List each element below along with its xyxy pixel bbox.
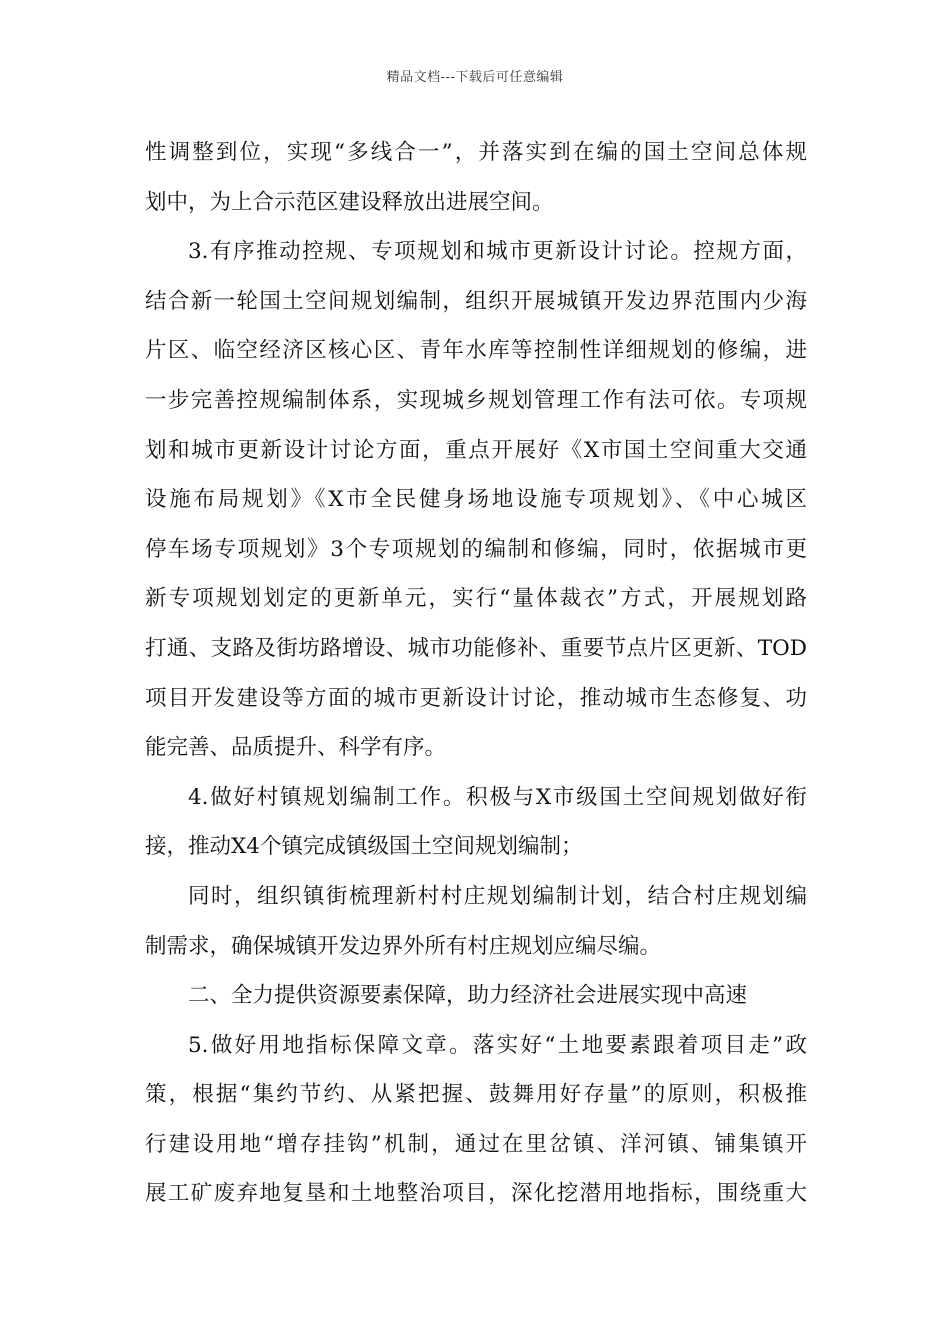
- text-line: 停车场专项规划》3个专项规划的编制和修编，同时，依据城市更: [145, 536, 807, 562]
- text-line: 新专项规划划定的更新单元，实行“量体裁衣”方式，开展规划路: [145, 586, 807, 612]
- text-line: 结合新一轮国土空间规划编制，组织开展城镇开发边界范围内少海: [145, 288, 807, 314]
- text-line: 能完善、品质提升、科学有序。: [145, 735, 447, 761]
- text-line: 划和城市更新设计讨论方面，重点开展好《X市国土空间重大交通: [145, 437, 807, 463]
- text-line: 一步完善控规编制体系，实现城乡规划管理工作有法可依。专项规: [145, 387, 807, 413]
- text-line: 打通、支路及街坊路增设、城市功能修补、重要节点片区更新、TOD: [145, 635, 807, 661]
- text-line: 策，根据“集约节约、从紧把握、鼓舞用好存量”的原则，积极推: [145, 1082, 807, 1108]
- text-line: 制需求，确保城镇开发边界外所有村庄规划应编尽编。: [145, 933, 662, 959]
- text-line: 项目开发建设等方面的城市更新设计讨论，推动城市生态修复、功: [145, 685, 807, 711]
- text-line: 同时，组织镇街梳理新村村庄规划编制计划，结合村庄规划编: [188, 883, 807, 909]
- page-header: 精品文档---下载后可任意编辑: [386, 70, 564, 85]
- section-heading: 二、全力提供资源要素保障，助力经济社会进展实现中高速: [188, 983, 748, 1009]
- body-text: [145, 133, 807, 1224]
- text-line: 接，推动X4个镇完成镇级国土空间规划编制；: [145, 834, 583, 860]
- text-line: 5.做好用地指标保障文章。落实好“土地要素跟着项目走”政: [188, 1032, 807, 1058]
- text-line: 性调整到位，实现“多线合一”，并落实到在编的国土空间总体规: [145, 140, 807, 165]
- text-line: 设施布局规划》《X市全民健身场地设施专项规划》、《中心城区: [145, 487, 807, 513]
- text-line: 4.做好村镇规划编制工作。积极与X市级国土空间规划做好衔: [188, 784, 807, 810]
- text-line: 3.有序推动控规、专项规划和城市更新设计讨论。控规方面，: [188, 239, 807, 265]
- text-line: 行建设用地“增存挂钩”机制，通过在里岔镇、洋河镇、铺集镇开: [145, 1131, 807, 1157]
- text-line: 展工矿废弃地复垦和土地整治项目，深化挖潜用地指标，围绕重大: [145, 1181, 807, 1207]
- text-line: 划中，为上合示范区建设释放出进展空间。: [145, 189, 554, 215]
- text-line: 片区、临空经济区核心区、青年水库等控制性详细规划的修编，进: [145, 338, 807, 364]
